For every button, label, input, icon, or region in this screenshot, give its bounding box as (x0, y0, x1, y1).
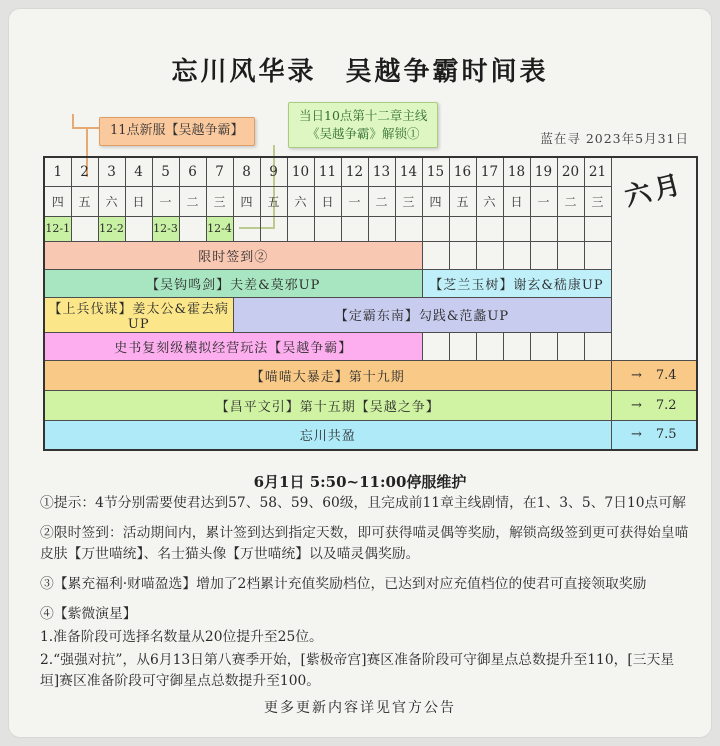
event-bar-dingba: 【定霸东南】勾践&范蠡UP (233, 297, 611, 332)
weekday-cell: 四 (422, 186, 449, 216)
event-bar-zhilan: 【芝兰玉树】谢玄&嵇康UP (422, 269, 611, 297)
empty-day-cell (71, 216, 98, 241)
empty-day-cell (476, 332, 503, 360)
weekday-cell: 二 (557, 186, 584, 216)
empty-day-cell (476, 216, 503, 241)
empty-day-cell (179, 216, 206, 241)
event-bar-shangbing: 【上兵伐谋】姜太公&霍去病UP (44, 297, 233, 332)
callout-chapter-line2: 《吴越争霸》解锁① (306, 126, 420, 142)
footer-notice: 更多更新内容详见官方公告 (264, 700, 456, 716)
date-cell: 9 (260, 157, 287, 186)
weekday-cell: 三 (395, 186, 422, 216)
empty-day-cell (449, 332, 476, 360)
event-bar-wugou: 【吴钩鸣剑】夫差&莫邪UP (44, 269, 422, 297)
event-bar-wangchuan: 忘川共盈 (44, 420, 611, 450)
event-row-shishu (44, 332, 697, 360)
date-cell: 21 (584, 157, 611, 186)
empty-day-cell (287, 216, 314, 241)
empty-day-cell (584, 241, 611, 269)
empty-day-cell (530, 216, 557, 241)
empty-day-cell (557, 216, 584, 241)
event-continues-miaomiao (611, 360, 697, 390)
callout-chapter-unlock (288, 102, 438, 148)
weekday-cell: 五 (71, 186, 98, 216)
date-cell: 20 (557, 157, 584, 186)
empty-day-cell (503, 241, 530, 269)
date-cell: 7 (206, 157, 233, 186)
weekday-cell: 三 (584, 186, 611, 216)
event-continues-wangchuan (611, 420, 697, 450)
event-row-signin (44, 241, 697, 269)
chapter-row (44, 216, 697, 241)
empty-day-cell (503, 216, 530, 241)
dates-row (44, 157, 697, 186)
event-row-miaomiao (44, 360, 697, 390)
note-1: ①提示：4节分别需要使君达到57、58、59、60级，且完成前11章主线剧情，在1、3、5、7日10点可解 (40, 495, 686, 511)
event-bar-shishu: 史书复刻级模拟经营玩法【吴越争霸】 (44, 332, 422, 360)
event-row-banner-up-1 (44, 269, 697, 297)
date-cell: 2 (71, 157, 98, 186)
weekday-cell: 一 (152, 186, 179, 216)
note-3: ③【累充福利·财喵盈选】增加了2档累计充值奖励档位，已达到对应充值档位的使君可直接领取奖励 (40, 575, 647, 592)
empty-day-cell (584, 332, 611, 360)
event-row-banner-up-2 (44, 297, 697, 332)
empty-day-cell (368, 216, 395, 241)
empty-day-cell (476, 241, 503, 269)
month-label-cell (611, 157, 697, 360)
event-continues-changping (611, 390, 697, 420)
callout-chapter-line1: 当日10点第十二章主线 (299, 108, 428, 123)
maintenance-notice: 6月1日 5:50~11:00停服维护 (253, 473, 467, 491)
empty-day-cell (530, 332, 557, 360)
note-4-title: ④【紫微演星】 (40, 605, 137, 622)
date-cell: 13 (368, 157, 395, 186)
event-bar-signin: 限时签到② (44, 241, 422, 269)
weekday-cell: 二 (179, 186, 206, 216)
empty-day-cell (125, 216, 152, 241)
weekday-cell: 六 (98, 186, 125, 216)
date-cell: 15 (422, 157, 449, 186)
date-cell: 6 (179, 157, 206, 186)
weekday-cell: 四 (44, 186, 71, 216)
empty-day-cell (422, 216, 449, 241)
event-bar-changping: 【昌平文引】第十五期【吴越之争】 (44, 390, 611, 420)
date-cell: 14 (395, 157, 422, 186)
empty-day-cell (530, 241, 557, 269)
date-cell: 16 (449, 157, 476, 186)
empty-day-cell (260, 216, 287, 241)
date-cell: 3 (98, 157, 125, 186)
announcement-card (8, 8, 712, 738)
arrow-icon: → (630, 367, 642, 383)
date-cell: 18 (503, 157, 530, 186)
event-end-date: 7.2 (655, 397, 677, 413)
empty-day-cell (314, 216, 341, 241)
event-end-date: 7.4 (655, 367, 677, 383)
chapter-cell-12-2: 12-2 (98, 216, 125, 241)
weekday-cell: 日 (125, 186, 152, 216)
weekday-cell: 三 (206, 186, 233, 216)
weekday-cell: 一 (341, 186, 368, 216)
signature-date: 蓝在寻 2023年5月31日 (540, 131, 689, 146)
chapter-cell-12-3: 12-3 (152, 216, 179, 241)
empty-day-cell (584, 216, 611, 241)
chapter-cell-12-1: 12-1 (44, 216, 71, 241)
empty-day-cell (341, 216, 368, 241)
event-end-date: 7.5 (655, 427, 677, 443)
month-label: 六月 (621, 169, 688, 213)
empty-day-cell (422, 332, 449, 360)
note-2: ②限时签到：活动期间内，累计签到达到指定天数，即可获得喵灵偶等奖励，解锁高级签到更可获得始皇喵皮肤【万世喵统】、名士猫头像【万世喵统】以及喵灵偶奖励。 (40, 524, 689, 562)
date-cell: 5 (152, 157, 179, 186)
empty-day-cell (233, 216, 260, 241)
date-cell: 11 (314, 157, 341, 186)
weekday-cell: 五 (260, 186, 287, 216)
note-4-item-2: 2.“强强对抗”，从6月13日第八赛季开始，[紫极帝宫]赛区准备阶段可守御星点总数提升至110，[三天星垣]赛区准备阶段可守御星点总数提升至100。 (40, 651, 675, 689)
event-bar-miaomiao: 【喵喵大暴走】第十九期 (44, 360, 611, 390)
date-cell: 4 (125, 157, 152, 186)
note-4-item-1: 1.准备阶段可选择名数量从20位提升至25位。 (40, 628, 323, 645)
weekday-cell: 一 (530, 186, 557, 216)
date-cell: 17 (476, 157, 503, 186)
weekday-cell: 六 (287, 186, 314, 216)
empty-day-cell (557, 241, 584, 269)
weekday-cell: 六 (476, 186, 503, 216)
date-cell: 19 (530, 157, 557, 186)
notes-section (40, 493, 692, 694)
weekday-cell: 五 (449, 186, 476, 216)
date-cell: 12 (341, 157, 368, 186)
schedule-table (43, 156, 698, 451)
weekday-cell: 二 (368, 186, 395, 216)
weekday-cell: 四 (233, 186, 260, 216)
date-cell: 1 (44, 157, 71, 186)
empty-day-cell (422, 241, 449, 269)
weekday-cell: 日 (503, 186, 530, 216)
chapter-cell-12-4: 12-4 (206, 216, 233, 241)
arrow-icon: → (630, 427, 642, 443)
empty-day-cell (449, 216, 476, 241)
weekdays-row (44, 186, 697, 216)
date-cell: 8 (233, 157, 260, 186)
weekday-cell: 日 (314, 186, 341, 216)
page-title: 忘川风华录 吴越争霸时间表 (171, 57, 549, 87)
event-row-wangchuan (44, 420, 697, 450)
empty-day-cell (557, 332, 584, 360)
empty-day-cell (395, 216, 422, 241)
empty-day-cell (449, 241, 476, 269)
callout-new-server: 11点新服【吴越争霸】 (99, 117, 255, 146)
arrow-icon: → (630, 397, 642, 413)
event-row-changping (44, 390, 697, 420)
empty-day-cell (503, 332, 530, 360)
date-cell: 10 (287, 157, 314, 186)
